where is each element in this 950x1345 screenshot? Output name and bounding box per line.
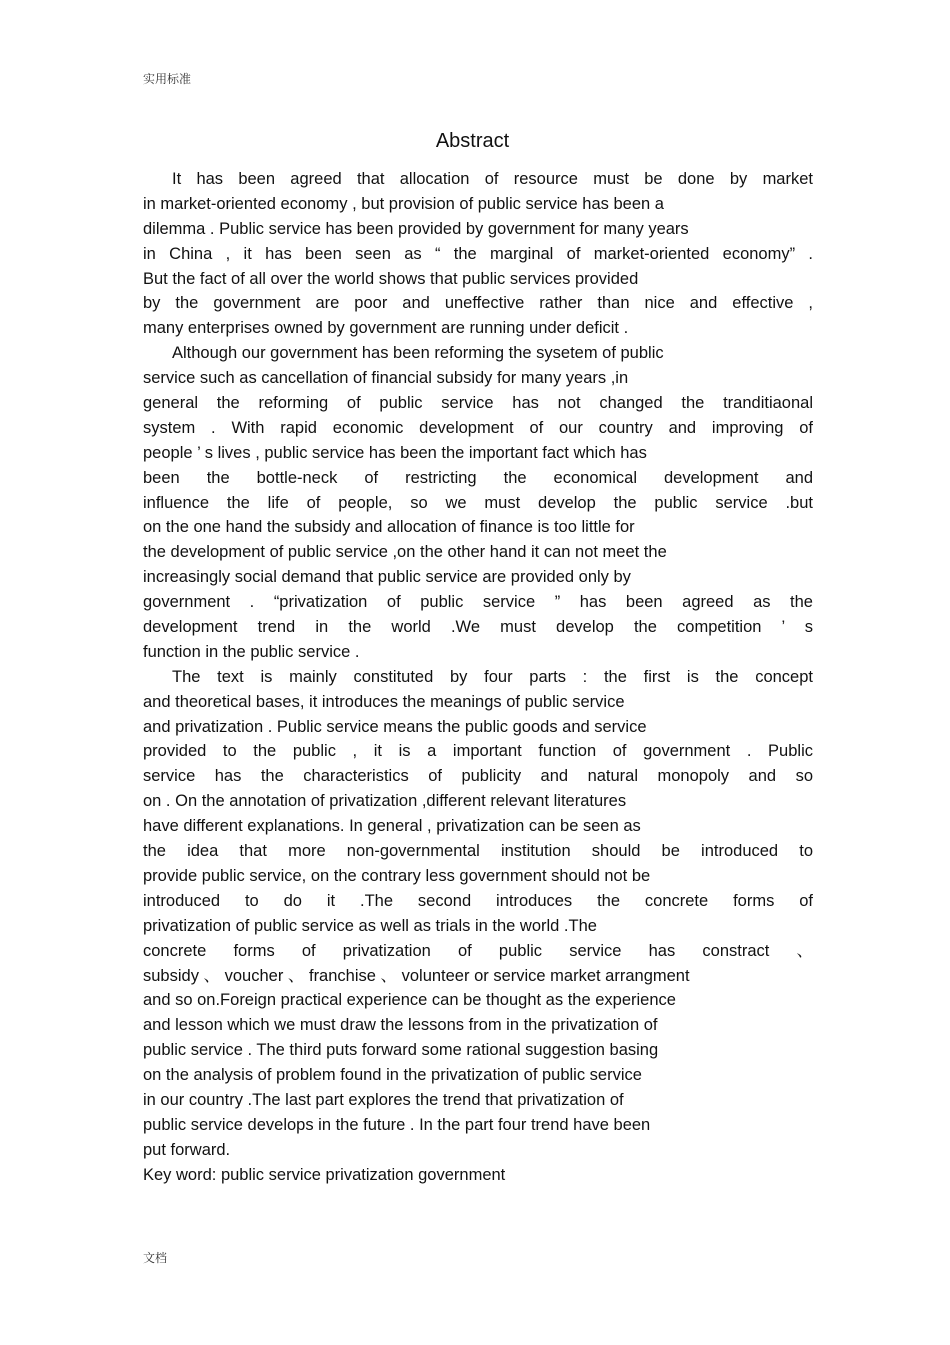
text-line: in China , it has been seen as “ the marginal of market-oriented economy” . xyxy=(143,244,813,263)
text-line: dilemma . Public service has been provided by government for many years xyxy=(143,219,689,238)
text-line: public service . The third puts forward some rational suggestion basing xyxy=(143,1041,659,1060)
text-line: the development of public service ,on the other hand it can not meet the xyxy=(143,543,667,562)
text-line: in our country .The last part explores the trend that privatization of xyxy=(143,1090,624,1109)
text-line: been the bottle-neck of restricting the economical development and xyxy=(143,468,813,487)
text-line: and theoretical bases, it introduces the meanings of public service xyxy=(143,692,625,711)
text-line: in market-oriented economy , but provision of public service has been a xyxy=(143,194,664,213)
text-line: and so on.Foreign practical experience can be thought as the experience xyxy=(143,991,676,1010)
text-line: people ’ s lives , public service has been the important fact which has xyxy=(143,443,647,462)
text-line: and lesson which we must draw the lessons from in the privatization of xyxy=(143,1016,658,1035)
text-line: concrete forms of privatization of public service has constract 、 xyxy=(143,941,813,960)
page-header: 实用标准 xyxy=(143,72,192,86)
text-line: provide public service, on the contrary less government should not be xyxy=(143,866,651,885)
page-footer: 文档 xyxy=(143,1251,168,1265)
text-line: privatization of public service as well as trials in the world .The xyxy=(143,916,597,935)
text-line: The text is mainly constituted by four parts : the first is the concept xyxy=(172,667,813,686)
text-line: function in the public service . xyxy=(143,642,360,661)
text-line: and privatization . Public service means the public goods and service xyxy=(143,717,647,736)
text-line: Although our government has been reforming the sysetem of public xyxy=(172,344,664,363)
text-line: subsidy 、 voucher 、 franchise 、 volunteer or service market arrangment xyxy=(143,966,690,985)
text-line: general the reforming of public service has not changed the tranditiaonal xyxy=(143,394,813,413)
text-line: system . With rapid economic development of our country and improving of xyxy=(143,418,813,437)
text-line: government . “privatization of public service ” has been agreed as the xyxy=(143,593,813,612)
abstract-body xyxy=(143,167,813,1188)
text-line: provided to the public , it is a important function of government . Public xyxy=(143,742,813,761)
text-line: by the government are poor and uneffective rather than nice and effective , xyxy=(143,294,813,313)
text-line: increasingly social demand that public service are provided only by xyxy=(143,568,631,587)
text-line: on . On the annotation of privatization ,different relevant literatures xyxy=(143,792,627,811)
text-line: influence the life of people, so we must develop the public service .but xyxy=(143,493,813,512)
text-line: But the fact of all over the world shows that public services provided xyxy=(143,269,639,288)
text-line: on the one hand the subsidy and allocation of finance is too little for xyxy=(143,518,635,537)
text-line: the idea that more non-governmental institution should be introduced to xyxy=(143,842,813,861)
text-line: service has the characteristics of publicity and natural monopoly and so xyxy=(143,767,813,786)
text-line: Key word: public service privatization government xyxy=(143,1165,506,1184)
text-line: have different explanations. In general , privatization can be seen as xyxy=(143,817,641,836)
text-line: put forward. xyxy=(143,1140,231,1159)
abstract-title: Abstract xyxy=(435,130,510,152)
text-line: many enterprises owned by government are running under deficit . xyxy=(143,319,629,338)
text-line: service such as cancellation of financial subsidy for many years ,in xyxy=(143,369,629,388)
text-line: It has been agreed that allocation of resource must be done by market xyxy=(172,170,813,188)
text-line: public service develops in the future . In the part four trend have been xyxy=(143,1115,651,1134)
text-line: on the analysis of problem found in the privatization of public service xyxy=(143,1066,642,1085)
text-line: introduced to do it .The second introduces the concrete forms of xyxy=(143,891,813,910)
text-line: development trend in the world .We must develop the competition ’ s xyxy=(143,618,813,637)
